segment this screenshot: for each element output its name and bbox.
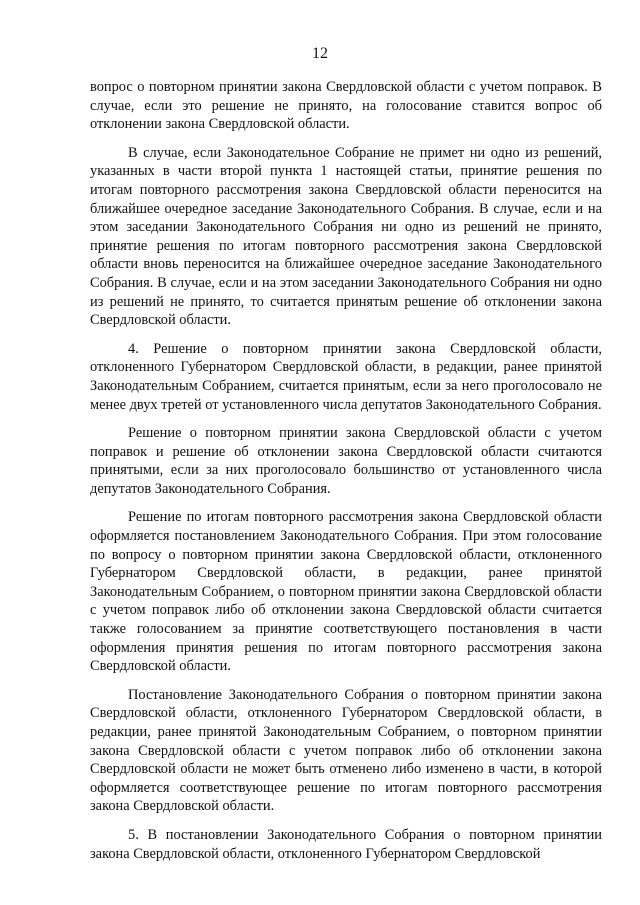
document-body: [90, 78, 602, 873]
paragraph-resolution-formalization: Решение по итогам повторного рассмотрения закона Свердловской области оформляется постановлением Законодательного Собрания. При этом голосование по вопросу о повторном принятии закона Свердловской области, отклоненного Губернатором Свердловской области, в редакции, ранее принятой Законодательным Собранием, о повторном принятии закона Свердловской области с учетом поправок либо об отклонении закона Свердловской области считается также голосованием за принятие соответствующего постановления в части оформления принятия решения по итогам повторного рассмотрения закона Свердловской области.: [90, 509, 602, 675]
page-number: 12: [312, 45, 328, 62]
paragraph-item-4: 4. Решение о повторном принятии закона Свердловской области, отклоненного Губернатором Свердловской области, в редакции, ранее принятой Законодательным Собранием, считается принятым, если за него проголосовало не менее двух третей от установленного числа депутатов Законодательного Собрания.: [90, 340, 602, 413]
paragraph-transfer-of-decision: В случае, если Законодательное Собрание не примет ни одно из решений, указанных в части второй пункта 1 настоящей статьи, принятие решения по итогам повторного рассмотрения закона Свердловской области переносится на ближайшее очередное заседание Законодательного Собрания. В случае, если и на этом заседании Законодательного Собрания ни одно из решений не принято, принятие решения по итогам повторного рассмотрения закона Свердловской области вновь переносится на ближайшее очередное заседание Законодательного Собрания. В случае, если и на этом заседании Законодательного Собрания ни одно из решений не принято, то считается принятым решение об отклонении закона Свердловской области.: [90, 144, 602, 329]
paragraph-resolution-immutability: Постановление Законодательного Собрания о повторном принятии закона Свердловской области, отклоненного Губернатором Свердловской области, в редакции, ранее принятой Законодательным Собранием, о повторном принятии закона Свердловской области с учетом поправок либо об отклонении закона Свердловской области не может быть отменено либо изменено в части, в которой оформляется соответствующее решение по итогам повторного рассмотрения закона Свердловской области.: [90, 686, 602, 815]
paragraph-item-5: 5. В постановлении Законодательного Собрания о повторном принятии закона Свердловской области, отклоненного Губернатором Свердловской: [90, 826, 602, 862]
paragraph-continuation: вопрос о повторном принятии закона Свердловской области с учетом поправок. В случае, если это решение не принято, на голосование ставится вопрос об отклонении закона Свердловской области.: [90, 79, 602, 133]
paragraph-amendments-decision: Решение о повторном принятии закона Свердловской области с учетом поправок и решение об отклонении закона Свердловской области считаются принятыми, если за них проголосовало большинство от установленного числа депутатов Законодательного Собрания.: [90, 425, 602, 497]
